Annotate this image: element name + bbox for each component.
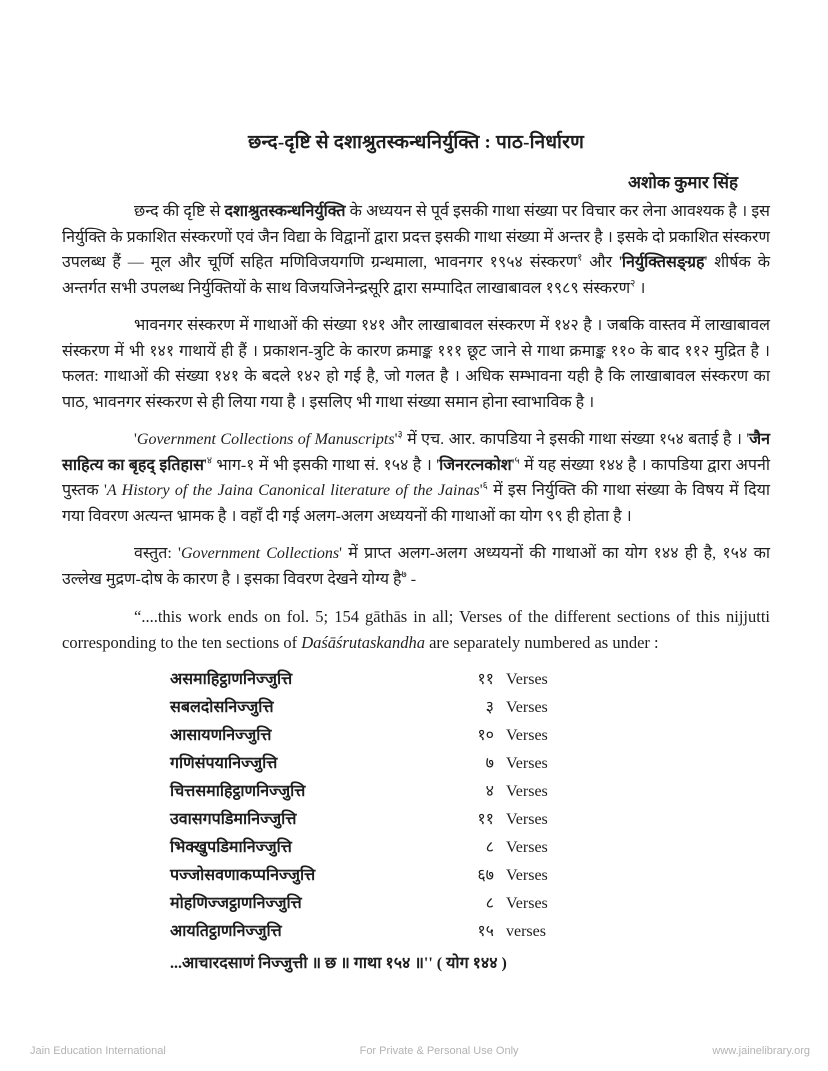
text-segment: ' xyxy=(203,456,207,474)
verse-unit-label: Verses xyxy=(506,811,548,828)
verse-unit-label: Verses xyxy=(506,783,548,800)
paragraph xyxy=(62,427,770,529)
text-segment: भाग-१ में भी इसकी गाथा सं. १५४ है । ' xyxy=(212,456,440,474)
footer-left: Jain Education International xyxy=(30,1045,166,1057)
text-segment: और ' xyxy=(582,254,622,271)
footer-right: www.jainelibrary.org xyxy=(712,1045,810,1057)
text-segment: के अध्ययन से पूर्व इसकी गाथा संख्या पर विचार कर लेना आवश्यक है । इस निर्युक्ति के प्रकाशित संस्करणों एवं जैन विद्या के विद्वानों द्वारा प्रदत्त इसकी गाथा संख्या में अन्तर है । इसके दो प्रकाशित संस्करण उपलब्ध हैं — मूल और चूर्णि सहित मणिविजयगणि ग्रन्थमाला, भावनगर १९५४ संस्करण xyxy=(62,203,770,271)
footnote-marker: ४ xyxy=(206,455,213,467)
text-segment: are separately numbered as under : xyxy=(424,632,659,652)
paragraph xyxy=(62,313,770,415)
verse-count: ३ xyxy=(485,699,494,716)
verse-section-name: आसायणनिज्जुत्ति xyxy=(170,727,272,744)
verse-section-name: असमाहिट्ठाणनिज्जुत्ति xyxy=(170,671,293,688)
verse-unit-label: Verses xyxy=(506,839,548,856)
verse-unit-label: Verses xyxy=(506,671,548,688)
verse-count: ८ xyxy=(485,895,494,912)
verse-row xyxy=(170,863,770,891)
verse-count: ४ xyxy=(485,783,494,800)
author-name: अशोक कुमार सिंह xyxy=(627,173,738,192)
verse-unit-label: Verses xyxy=(506,727,548,744)
text-segment: ' xyxy=(479,482,483,499)
footnote-marker: ५ xyxy=(514,455,520,467)
verse-unit-label: Verses xyxy=(506,699,548,716)
closing-line: ...आचारदसाणं निज्जुत्ती ॥ छ ॥ गाथा १५४ ॥'' ( योग १४४ ) xyxy=(170,955,507,972)
text-segment: ' में प्राप्त अलग-अलग अध्ययनों की गाथाओं का योग १४४ ही है, १५४ का उल्लेख मुद्रण-दोष के कारण है । इसका विवरण देखने योग्य है xyxy=(62,545,771,588)
verse-count: ६७ xyxy=(477,867,494,884)
article-content xyxy=(62,128,770,973)
verse-section-name: पज्जोसवणाकप्पनिज्जुत्ति xyxy=(170,867,316,884)
verse-unit-label: Verses xyxy=(506,755,548,772)
text-segment: जैन साहित्य का बृहद् इतिहास xyxy=(62,431,770,474)
verse-row xyxy=(170,723,770,751)
verse-section-name: मोहणिज्जट्ठाणनिज्जुत्ति xyxy=(170,895,302,912)
footnote-marker: १ xyxy=(577,252,583,264)
footnote-marker: ६ xyxy=(482,480,488,492)
verse-unit-label: verses xyxy=(506,923,546,940)
verse-count: १० xyxy=(477,727,494,744)
text-segment: A History of the Jaina Canonical literature of the Jainas xyxy=(106,482,480,499)
text-segment: वस्तुत: ' xyxy=(134,545,181,562)
paragraph xyxy=(62,604,770,655)
verse-row xyxy=(170,835,770,863)
verse-section-name: सबलदोसनिज्जुत्ति xyxy=(170,699,274,716)
footnote-marker: २ xyxy=(630,278,636,290)
text-segment: छन्द की दृष्टि से xyxy=(134,203,225,220)
text-segment: दशाश्रुतस्कन्धनिर्युक्ति xyxy=(224,203,346,220)
verse-row xyxy=(170,695,770,723)
verse-count: ११ xyxy=(477,671,494,688)
text-segment: जिनरत्नकोश xyxy=(439,456,512,474)
text-segment: भावनगर संस्करण में गाथाओं की संख्या १४१ और लाखाबावल संस्करण में १४२ है । जबकि वास्तव में लाखाबावल संस्करण में भी १४१ गाथायें ही हैं । प्रकाशन-त्रुटि के कारण क्रमाङ्क १११ छूट जाने से गाथा क्रमाङ्क ११० के बाद ११२ मुद्रित है । फलत: गाथाओं की संख्या १४१ के बदले १४२ हो गई है, जो गलत है । अधिक सम्भावना यही है कि लाखाबावल संस्करण का पाठ, भावनगर संस्करण से ही लिया गया है । इसलिए भी गाथा संख्या समान होना स्वाभाविक है । xyxy=(62,317,770,411)
text-segment: ' शीर्षक के अन्तर्गत सभी उपलब्ध निर्युक्तियों के साथ विजयजिनेन्द्रसूरि द्वारा सम्पादित लाखाबावल १९८९ संस्करण xyxy=(62,254,770,297)
footnote-marker: ७ xyxy=(401,569,407,581)
text-segment: ' xyxy=(511,456,515,474)
verse-count: ७ xyxy=(485,755,494,772)
verse-count: १५ xyxy=(477,923,494,940)
verse-unit-label: Verses xyxy=(506,895,548,912)
verse-row xyxy=(170,667,770,695)
text-segment: ' xyxy=(134,431,137,448)
text-segment: में यह संख्या १४४ है । कापडिया द्वारा अपनी पुस्तक ' xyxy=(62,456,770,499)
text-segment: Government Collections of Manuscripts xyxy=(136,431,395,448)
text-segment: “....this work ends on fol. 5; 154 gāthās in all; Verses of the different sections of this nijjutti corresponding to the ten sections of xyxy=(62,607,770,652)
text-segment: ' xyxy=(394,431,398,448)
text-segment: में एच. आर. कापडिया ने इसकी गाथा संख्या १५४ बताई है । ' xyxy=(402,431,750,448)
verse-unit-label: Verses xyxy=(506,867,548,884)
text-segment: निर्युक्तिसङ्ग्रह xyxy=(621,254,705,271)
verse-table xyxy=(170,667,770,947)
article-title: छन्द-दृष्टि से दशाश्रुतस्कन्धनिर्युक्ति : पाठ-निर्धारण xyxy=(247,132,585,153)
footer xyxy=(0,1045,828,1057)
text-segment: Government Collections xyxy=(180,545,340,562)
paragraph xyxy=(62,541,770,592)
text-segment: में इस निर्युक्ति की गाथा संख्या के विषय में दिया गया विवरण अत्यन्त भ्रामक है । वहाँ दी गई अलग-अलग अध्ययनों की गाथाओं का योग ९९ ही होता है । xyxy=(62,482,771,525)
verse-section-name: उवासगपडिमानिज्जुत्ति xyxy=(170,811,297,828)
article-body xyxy=(62,199,770,655)
verse-section-name: आयतिट्ठाणनिज्जुत्ति xyxy=(170,923,282,940)
verse-section-name: चित्तसमाहिट्ठाणनिज्जुत्ति xyxy=(170,783,306,800)
verse-count: ११ xyxy=(477,811,494,828)
footnote-marker: ३ xyxy=(397,429,403,441)
text-segment: - xyxy=(406,570,417,588)
verse-row xyxy=(170,751,770,779)
verse-row xyxy=(170,891,770,919)
verse-row xyxy=(170,779,770,807)
verse-row xyxy=(170,919,770,947)
text-segment: Daśāśrutaskandha xyxy=(301,632,425,652)
text-segment: । xyxy=(635,279,646,297)
paragraph xyxy=(62,199,770,301)
verse-row xyxy=(170,807,770,835)
verse-section-name: भिक्खुपडिमानिज्जुत्ति xyxy=(170,839,292,856)
footer-center: For Private & Personal Use Only xyxy=(359,1045,519,1057)
verse-count: ८ xyxy=(485,839,494,856)
verse-section-name: गणिसंपयानिज्जुत्ति xyxy=(170,755,278,772)
